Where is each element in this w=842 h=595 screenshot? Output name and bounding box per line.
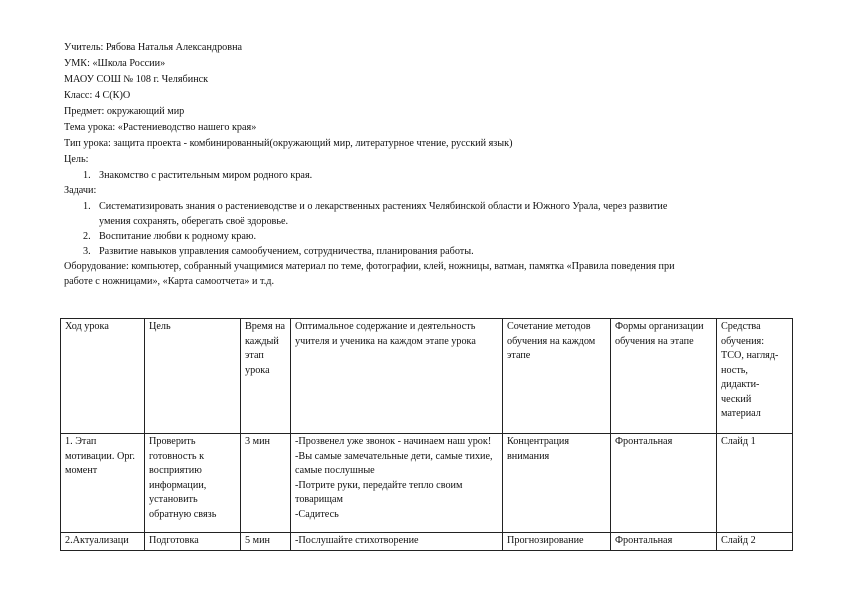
- subject-line: Предмет: окружающий мир: [64, 106, 185, 117]
- content-line: -Садитесь: [295, 508, 339, 520]
- cell-content: [291, 533, 503, 551]
- lesson-type-line: Тип урока: защита проекта - комбинированный(окружающий мир, литературное чтение, русский язык): [64, 138, 513, 149]
- cell-methods: Концентрация внимания: [503, 434, 611, 533]
- list-text: Развитие навыков управления самообучением, сотрудничества, планирования работы.: [99, 246, 474, 257]
- tasks-label: Задачи:: [64, 185, 97, 196]
- cell-stage: 2.Актуализаци: [61, 533, 145, 551]
- content-line: -Прозвенел уже звонок - начинаем наш урок!: [295, 436, 492, 447]
- content-line: -Послушайте стихотворение: [295, 535, 419, 546]
- teacher-line: Учитель: Рябова Наталья Александровна: [64, 42, 243, 53]
- cell-goal: Подготовка: [145, 533, 241, 551]
- col-header-forms: Формы организации обучения на этапе: [611, 319, 717, 434]
- list-item: [64, 199, 784, 229]
- umk-line: УМК: «Школа России»: [64, 58, 166, 69]
- col-header-tools: Средства обучения: ТСО, нагляд-ность, дидакти-ческий материал: [717, 319, 793, 434]
- list-text: Воспитание любви к родному краю.: [99, 231, 257, 242]
- list-number: 3.: [83, 246, 91, 257]
- cell-methods: Прогнозирование: [503, 533, 611, 551]
- cell-content: [291, 434, 503, 533]
- list-text: Систематизировать знания о растениеводстве и о лекарственных растениях Челябинской области и Южного Урала, через развитие: [99, 201, 668, 212]
- cell-tools: Слайд 1: [717, 434, 793, 533]
- goal-label: Цель:: [64, 154, 89, 165]
- cell-goal: Проверить готовность к восприятию информации, установить обратную связь: [145, 434, 241, 533]
- cell-tools: Слайд 2: [717, 533, 793, 551]
- lesson-header: [64, 40, 784, 289]
- list-number: 1.: [83, 170, 91, 181]
- lesson-plan-table: [60, 318, 793, 551]
- table-header-row: [61, 319, 793, 434]
- topic-line: Тема урока: «Растениеводство нашего края»: [64, 122, 257, 133]
- list-number: 2.: [83, 231, 91, 242]
- cell-time: 3 мин: [241, 434, 291, 533]
- col-header-methods: Сочетание методов обучения на каждом этапе: [503, 319, 611, 434]
- table-row: [61, 533, 793, 551]
- cell-time: 5 мин: [241, 533, 291, 551]
- cell-forms: Фронтальная: [611, 533, 717, 551]
- content-line: -Вы самые замечательные дети, самые тихие, самые послушные: [295, 450, 493, 476]
- content-line: -Потрите руки, передайте тепло своим товарищам: [295, 479, 463, 505]
- cell-forms: Фронтальная: [611, 434, 717, 533]
- col-header-content: Оптимальное содержание и деятельность учителя и ученика на каждом этапе урока: [291, 319, 503, 434]
- list-text: Знакомство с растительным миром родного края.: [99, 170, 313, 181]
- equipment-line: Оборудование: компьютер, собранный учащимися материал по теме, фотографии, клей, ножницы, ватман, памятка «Правила поведения при: [64, 261, 675, 272]
- equipment-line-continued: работе с ножницами», «Карта самоотчета» и т.д.: [64, 276, 274, 287]
- col-header-goal: Цель: [145, 319, 241, 434]
- list-text-continued: умения сохранять, оберегать своё здоровье.: [99, 216, 289, 227]
- list-item: [64, 244, 784, 259]
- class-line: Класс: 4 С(К)О: [64, 90, 131, 101]
- tasks-list: [64, 199, 784, 259]
- col-header-time: Время на каждый этап урока: [241, 319, 291, 434]
- list-number: 1.: [83, 201, 91, 212]
- list-item: [64, 229, 784, 244]
- table-row: [61, 434, 793, 533]
- col-header-stage: Ход урока: [61, 319, 145, 434]
- list-item: [64, 168, 784, 183]
- cell-stage: 1. Этап мотивации. Орг. момент: [61, 434, 145, 533]
- goals-list: [64, 168, 784, 183]
- school-line: МАОУ СОШ № 108 г. Челябинск: [64, 74, 209, 85]
